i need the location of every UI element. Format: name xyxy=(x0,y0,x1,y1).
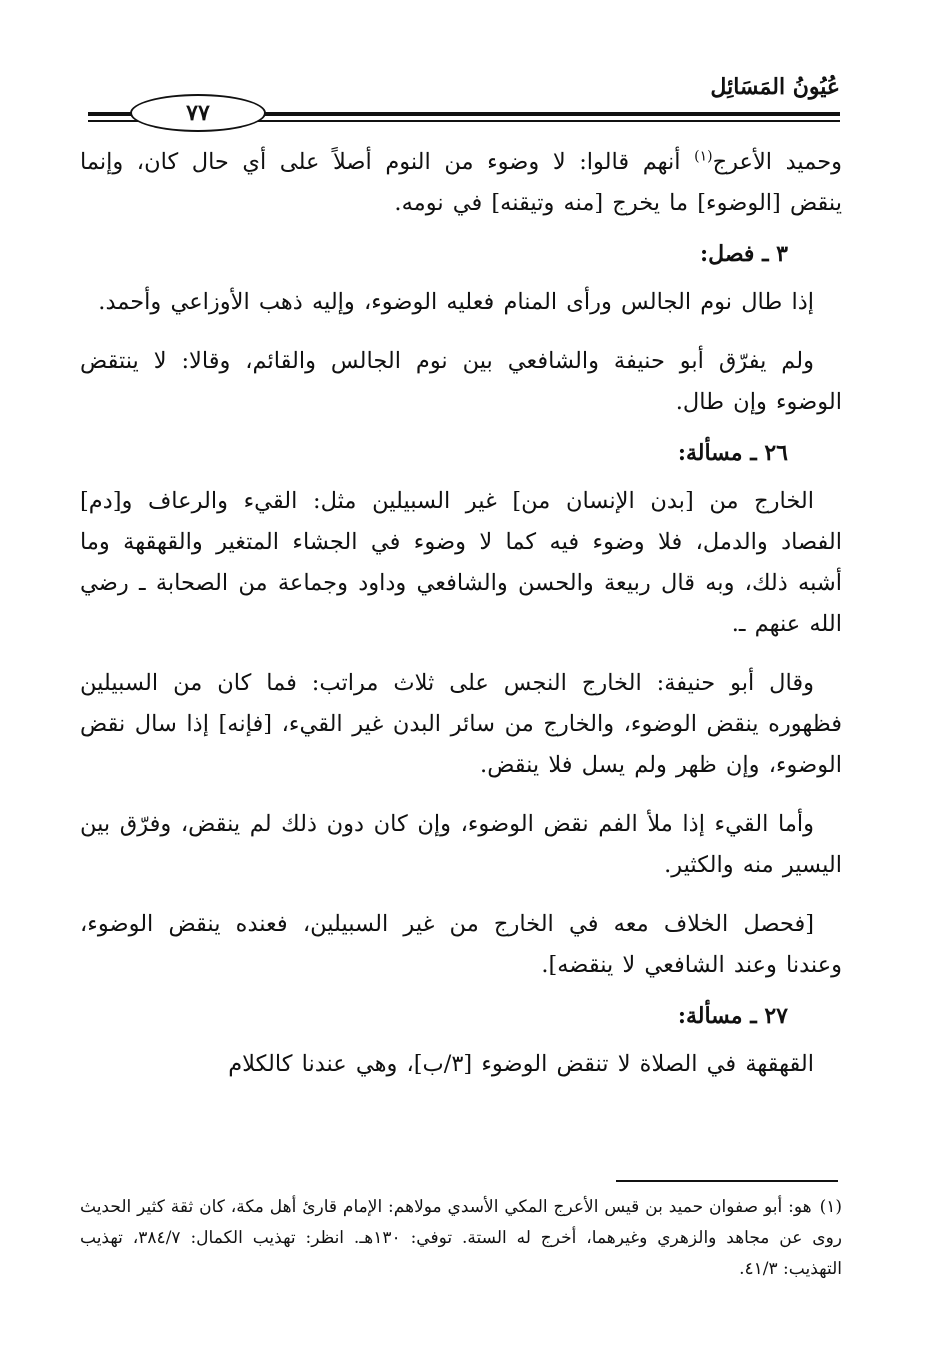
paragraph-4: الخارج من [بدن الإنسان من] غير السبيلين مثل: القيء والرعاف و[دم] الفصاد والدمل، فلا وضوء فيه كما لا وضوء في الجشاء المتغير والقهقهة وما أشبه ذلك، وبه قال ربيعة والحسن والشافعي وداود وجماعة من الصحابة ـ رضي الله عنهم ـ. xyxy=(80,488,842,637)
footnote xyxy=(80,1192,842,1285)
paragraph-1-rest: أنهم قالوا: لا وضوء من النوم أصلاً على أي حال كان، وإنما ينقض [الوضوء] ما يخرج [منه وتيقنه] في نومه. xyxy=(80,149,842,216)
footnote-text: هو: أبو صفوان حميد بن قيس الأعرج المكي الأسدي مولاهم: الإمام قارئ أهل مكة، كان ثقة كثير الحديث روى عن مجاهد والزهري وغيرهما، أخرج له الستة. توفي: ١٣٠هـ. انظر: تهذيب الكمال: ٣٨٤/٧، تهذيب التهذيب: ٤١/٣. xyxy=(80,1197,843,1279)
paragraph-1 xyxy=(80,142,842,224)
section-heading-masala-27: ٢٧ ـ مسألة: xyxy=(677,1003,788,1029)
paragraph-8: القهقهة في الصلاة لا تنقض الوضوء [٣/ب]، وهي عندنا كالكلام xyxy=(228,1051,814,1077)
paragraph-5: وقال أبو حنيفة: الخارج النجس على ثلاث مراتب: فما كان من السبيلين فظهوره ينقض الوضوء، والخارج من سائر البدن غير القيء، [فإنه] إذا سال نقض الوضوء، وإن ظهر ولم يسل فلا ينقض. xyxy=(80,670,842,778)
page-number-oval xyxy=(130,94,266,132)
paragraph-2: إذا طال نوم الجالس ورأى المنام فعليه الوضوء، وإليه ذهب الأوزاعي وأحمد. xyxy=(98,289,814,315)
section-heading-fasl-3: ٣ ـ فصل: xyxy=(700,241,788,267)
page-header xyxy=(88,72,840,132)
footnote-separator xyxy=(616,1180,838,1182)
section-heading-masala-26: ٢٦ ـ مسألة: xyxy=(677,440,788,466)
running-title: عُيُونُ المَسَائِل xyxy=(710,74,840,100)
paragraph-1-start: وحميد الأعرج xyxy=(712,149,842,175)
paragraph-3: ولم يفرّق أبو حنيفة والشافعي بين نوم الجالس والقائم، وقالا: لا ينتقض الوضوء وإن طال. xyxy=(80,348,842,415)
footnote-1 xyxy=(80,1192,842,1285)
footnote-number: (١) xyxy=(819,1197,842,1217)
footnote-reference: (١) xyxy=(694,148,713,165)
main-text xyxy=(80,142,842,1085)
paragraph-7: [فحصل الخلاف معه في الخارج من غير السبيلين، فعنده ينقض الوضوء، وعندنا وعند الشافعي لا ينقضه]. xyxy=(80,911,842,978)
paragraph-6: وأما القيء إذا ملأ الفم نقض الوضوء، وإن كان دون ذلك لم ينقض، وفرّق بين اليسير منه والكثير. xyxy=(80,811,842,878)
page-number: ٧٧ xyxy=(186,100,210,126)
